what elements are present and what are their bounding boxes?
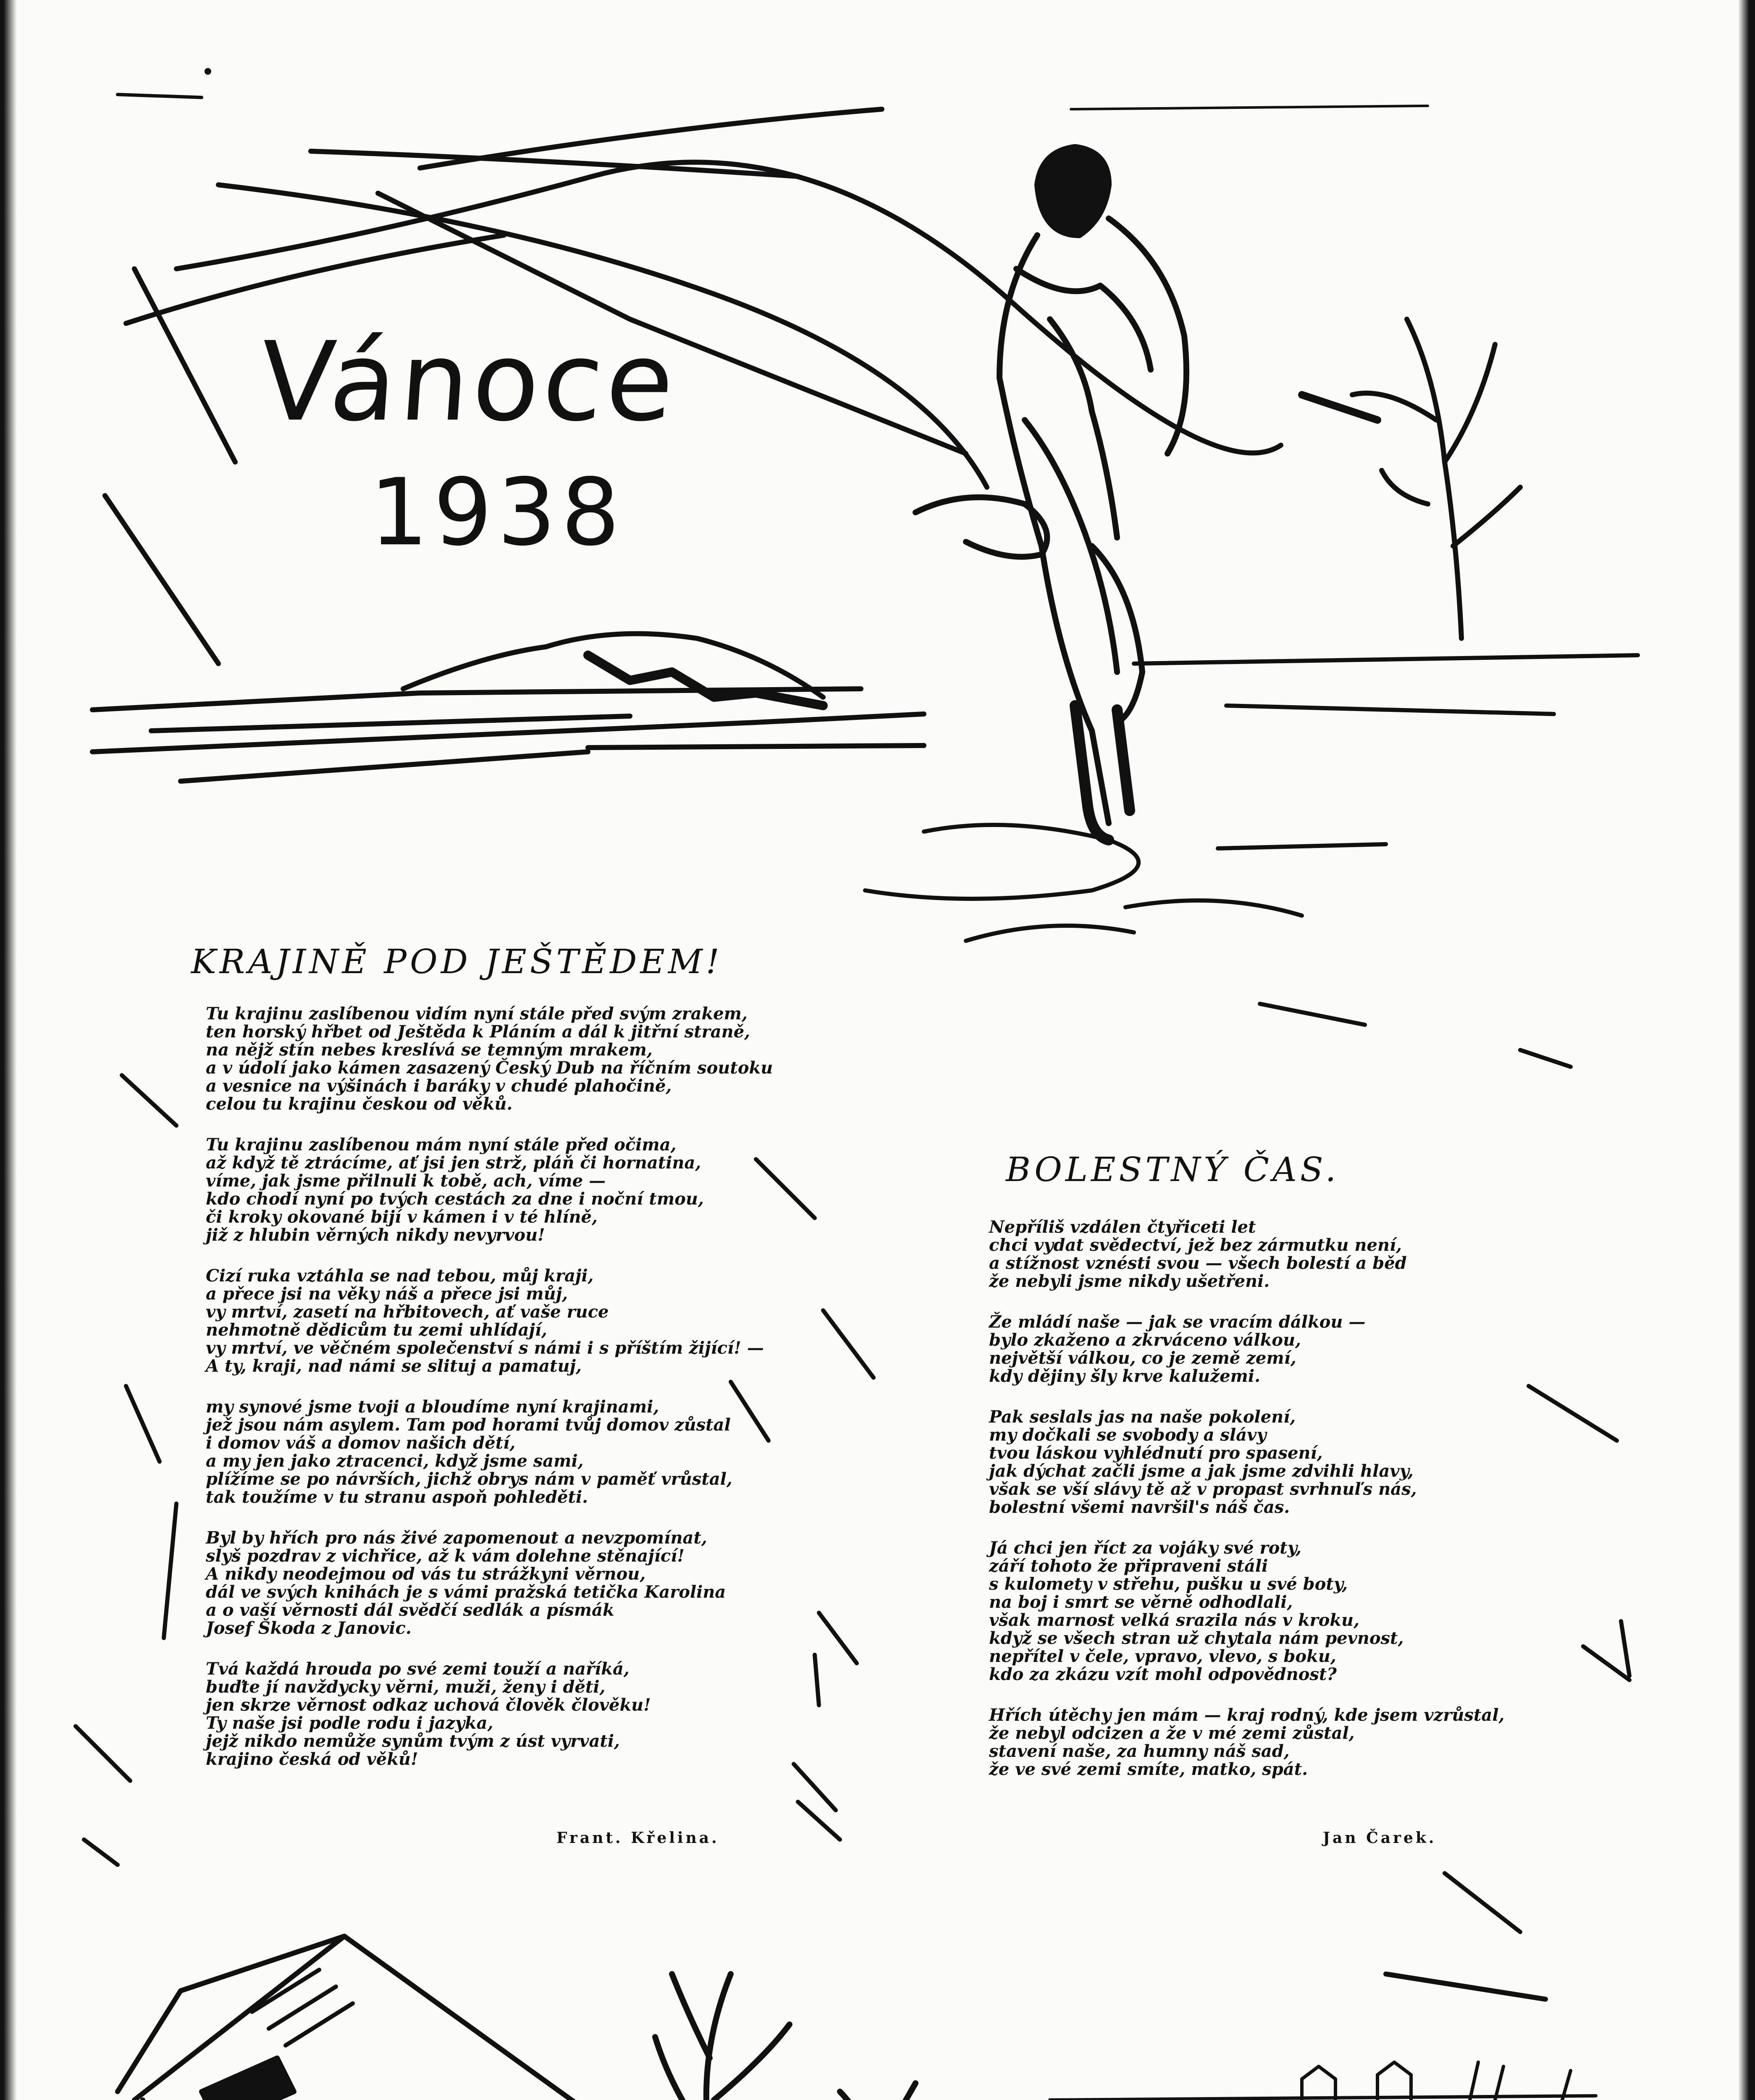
poem1-author: Frant. Křelina. xyxy=(556,1829,719,1847)
poem-line: vy mrtví, ve věčném společenství s námi i s příštím žijící! — xyxy=(206,1338,764,1358)
poem-line: že nebyli jsme nikdy ušetřeni. xyxy=(989,1271,1270,1291)
poem-line: a stížnost vznésti svou — všech bolestí a běd xyxy=(989,1253,1407,1273)
poem-line: bylo zkaženo a zkrváceno válkou, xyxy=(989,1330,1301,1350)
poem-line: a o vaší věrnosti dál svědčí sedlák a písmák xyxy=(206,1600,614,1620)
poem-line: i domov váš a domov našich dětí, xyxy=(206,1433,516,1453)
poem-stanza xyxy=(206,1136,777,1244)
woman-figure xyxy=(916,147,1186,840)
house-drawing xyxy=(118,1936,706,2100)
poem-line: celou tu krajinu českou od věků. xyxy=(206,1094,513,1114)
poem-line: na nějž stín nebes kreslívá se temným mrakem, xyxy=(206,1040,653,1060)
poem-line: dál ve svých knihách je s vámi pražská tetička Karolina xyxy=(206,1582,726,1602)
poem-line: září tohoto že připraveni stáli xyxy=(989,1556,1268,1576)
header-rule-left xyxy=(118,94,202,97)
poem-line: A nikdy neodejmou od vás tu strážkyni věrnou, xyxy=(206,1564,646,1584)
poem-line: a v údolí jako kámen zasazený Český Dub na říčním soutoku xyxy=(206,1058,773,1078)
poem-line: plížíme se po návrších, jichž obrys nám v paměť vrůstal, xyxy=(206,1469,732,1489)
poem-line: kdo chodí nyní po tvých cestách za dne i noční tmou, xyxy=(206,1189,704,1209)
poem-line: buďte jí navždycky věrni, muži, ženy i děti, xyxy=(206,1677,606,1697)
poem-line: jejž nikdo nemůže synům tvým z úst vyrvati, xyxy=(206,1731,620,1751)
poem-line: a vesnice na výšinách i baráky v chudé plahočině, xyxy=(206,1076,672,1096)
poem-line: však se vší slávy tě až v propast svrhnuľs nás, xyxy=(989,1479,1417,1499)
poem-line: jen skrze věrnost odkaz uchová člověk člověku! xyxy=(206,1695,651,1715)
poem-stanza xyxy=(989,1408,1518,1516)
poem-line: vy mrtví, zasetí na hřbitovech, ať vaše ruce xyxy=(206,1302,609,1322)
illustration-year: 1938 xyxy=(370,459,625,566)
poem-line: že nebyl odcizen a že v mé zemi zůstal, xyxy=(989,1723,1355,1743)
snow-ground-top xyxy=(865,655,1638,1067)
poem-line: Cizí ruka vztáhla se nad tebou, můj kraji, xyxy=(206,1266,594,1286)
poem-line: my synové jsme tvoji a bloudíme nyní krajinami, xyxy=(206,1397,659,1417)
poem-line: Tu krajinu zaslíbenou vidím nyní stále před svým zrakem, xyxy=(206,1004,748,1024)
poem-line: však marnost velká srazila nás v kroku, xyxy=(989,1610,1360,1630)
poem-stanza xyxy=(206,1267,777,1375)
poem-line: tak toužíme v tu stranu aspoň pohleděti. xyxy=(206,1487,588,1507)
poem2-author: Jan Čarek. xyxy=(1323,1829,1437,1847)
poem-stanza xyxy=(989,1706,1518,1778)
poem-stanza xyxy=(989,1218,1518,1290)
poem-line: slyš pozdrav z vichřice, až k vám dolehne stěnající! xyxy=(206,1546,685,1566)
poem-line: Že mládí naše — jak se vracím dálkou — xyxy=(989,1312,1366,1332)
poem-line: Byl by hřích pro nás živé zapomenout a nevzpomínat, xyxy=(206,1528,707,1548)
poem-line: jak dýchat začli jsme a jak jsme zdvihli hlavy, xyxy=(989,1461,1414,1481)
poem-line: víme, jak jsme přilnuli k tobě, ach, víme — xyxy=(206,1171,606,1191)
hill-landscape xyxy=(92,634,924,781)
poem-line: Hřích útěchy jen mám — kraj rodný, kde jsem vzrůstal, xyxy=(989,1705,1505,1725)
poem-line: jež jsou nám asylem. Tam pod horami tvůj domov zůstal xyxy=(206,1415,731,1435)
poem-line: Nepříliš vzdálen čtyřiceti let xyxy=(989,1217,1256,1237)
poem-line: stavení naše, za humny náš sad, xyxy=(989,1741,1290,1761)
poem-stanza xyxy=(206,1398,777,1506)
poem1-title: KRAJINĚ POD JEŠTĚDEM! xyxy=(191,942,723,981)
poem-stanza xyxy=(989,1539,1518,1683)
poem-line: bolestní všemi navršil's náš čas. xyxy=(989,1497,1290,1517)
poem-line: a my jen jako ztracenci, když jsme sami, xyxy=(206,1451,584,1471)
poem-line: kdy dějiny šly krve kalužemi. xyxy=(989,1366,1260,1386)
illustration-title: Vánoce xyxy=(256,319,682,446)
tree-top-right xyxy=(1302,319,1520,638)
tree-bottom xyxy=(655,1974,916,2100)
poem-line: nehmotně dědicům tu zemi uhlídají, xyxy=(206,1320,547,1340)
poem-line: že ve své zemi smíte, matko, spát. xyxy=(989,1759,1308,1779)
poem2-title: BOLESTNÝ ČAS. xyxy=(1006,1150,1340,1189)
poem-stanza xyxy=(989,1313,1518,1385)
poem-line: největší válkou, co je země zemí, xyxy=(989,1348,1296,1368)
poem-line: A ty, kraji, nad námi se slituj a pamatuj, xyxy=(206,1356,582,1376)
poem-line: s kulomety v střehu, pušku u své boty, xyxy=(989,1574,1348,1594)
poem-line: tvou láskou vyhlédnutí pro spasení, xyxy=(989,1443,1323,1463)
poem-line: kdo za zkázu vzít mohl odpovědnost? xyxy=(989,1664,1337,1684)
poem-line: když se všech stran už chytala nám pevnost, xyxy=(989,1628,1404,1648)
poem-line: Ty naše jsi podle rodu i jazyka, xyxy=(206,1713,493,1733)
poem-stanza xyxy=(206,1005,777,1113)
poem-line: Já chci jen říct za vojáky své roty, xyxy=(989,1538,1302,1558)
poem-line: nepřítel v čele, vpravo, vlevo, s boku, xyxy=(989,1646,1336,1666)
poem-line: Tu krajinu zaslíbenou mám nyní stále před očima, xyxy=(206,1135,677,1155)
header-rule-right xyxy=(1071,106,1428,109)
poem-line: již z hlubin věrných nikdy nevyrvou! xyxy=(206,1225,545,1245)
poem-line: my dočkali se svobody a slávy xyxy=(989,1425,1267,1445)
poem-line: až když tě ztrácíme, ať jsi jen strž, pláň či hornatina, xyxy=(206,1153,701,1173)
poem-line: ten horský hřbet od Ještěda k Pláním a dál k jitřní straně, xyxy=(206,1022,750,1042)
poem-line: Pak seslals jas na naše pokolení, xyxy=(989,1407,1296,1427)
poem-stanza xyxy=(206,1529,777,1637)
poem2-body xyxy=(989,1218,1518,1801)
ink-accents xyxy=(33,68,211,2100)
poem-line: chci vydat svědectví, jež bez zármutku není, xyxy=(989,1235,1402,1255)
poem-line: či kroky okované bijí v kámen i v té hlíně, xyxy=(206,1207,598,1227)
poem1-body xyxy=(206,1005,777,1791)
poem-line: krajino česká od věků! xyxy=(206,1749,418,1769)
poem-line: a přece jsi na věky náš a přece jsi můj, xyxy=(206,1284,568,1304)
poem-line: Josef Škoda z Janovic. xyxy=(206,1618,412,1638)
poem-stanza xyxy=(206,1660,777,1768)
poem-line: na boj i smrt se věrně odhodlali, xyxy=(989,1592,1293,1612)
distant-village xyxy=(1050,2062,1596,2100)
poem-line: Tvá každá hrouda po své zemi touží a naříká, xyxy=(206,1659,630,1679)
